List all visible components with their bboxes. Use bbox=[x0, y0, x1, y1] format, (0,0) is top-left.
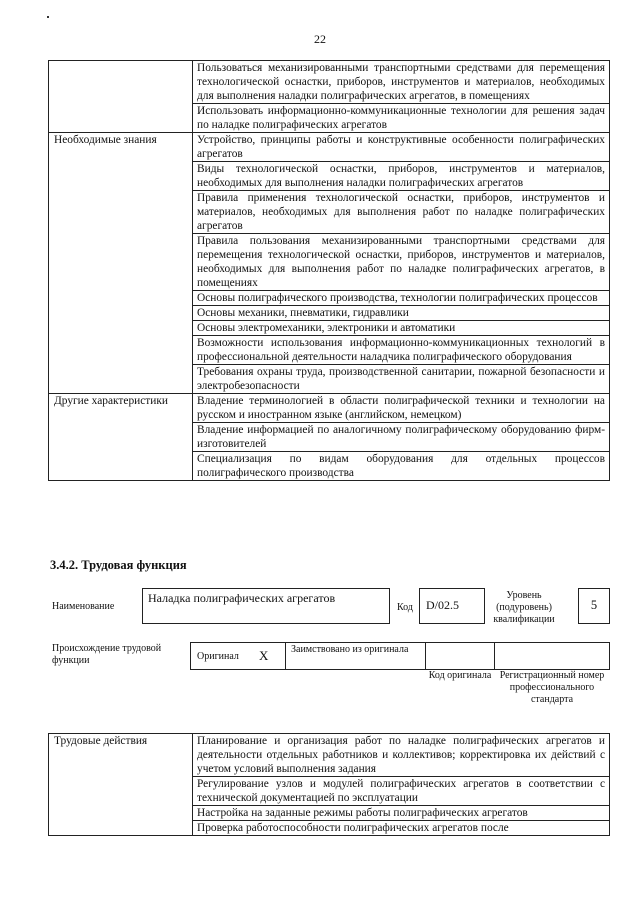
table-cell-text: Пользоваться механизированными транспортными средствами для перемещения технологической оснастки, приборов, инструментов и материалов, необходимых для выполнения наладки полиграфических агрегатов, в помещениях bbox=[193, 61, 610, 104]
row-label bbox=[49, 61, 193, 133]
table-cell-text: Планирование и организация работ по наладке полиграфических агрегатов и деятельности отдельных работников и коллективов; корректировка их действий с учетом условий выполнения задания bbox=[193, 734, 610, 777]
code-box bbox=[419, 588, 485, 624]
labor-actions-table bbox=[48, 733, 610, 836]
original-mark: X bbox=[259, 648, 269, 663]
scan-speck bbox=[47, 16, 49, 18]
table-row bbox=[49, 734, 610, 777]
table-cell-text: Основы полиграфического производства, технологии полиграфических процессов bbox=[193, 291, 610, 306]
table-cell-text: Специализация по видам оборудования для отдельных процессов полиграфического производства bbox=[193, 452, 610, 481]
table-row bbox=[49, 61, 610, 104]
table-cell-text: Основы механики, пневматики, гидравлики bbox=[193, 306, 610, 321]
code-original-caption: Код оригинала bbox=[428, 670, 492, 681]
table-cell-text: Владение терминологией в области полиграфической техники и технологии на русском и иностранном языке (английском, немецком) bbox=[193, 394, 610, 423]
section-heading: 3.4.2. Трудовая функция bbox=[50, 558, 187, 572]
table-cell-text: Проверка работоспособности полиграфических агрегатов после bbox=[193, 821, 610, 836]
origin-label: Происхождение трудовой функции bbox=[52, 643, 162, 666]
level-box bbox=[578, 588, 610, 624]
skills-knowledge-table bbox=[48, 60, 610, 481]
name-label: Наименование bbox=[52, 601, 115, 612]
origin-divider bbox=[425, 643, 426, 669]
table-cell-text: Возможности использования информационно-коммуникационных технологий в профессиональной деятельности наладчика полиграфического оборудования bbox=[193, 336, 610, 365]
name-value: Наладка полиграфических агрегатов bbox=[148, 591, 336, 605]
code-label: Код bbox=[397, 602, 413, 613]
name-box bbox=[142, 588, 390, 624]
table-row bbox=[49, 394, 610, 423]
row-label-actions: Трудовые действия bbox=[49, 734, 193, 836]
row-label-knowledge: Необходимые знания bbox=[49, 133, 193, 394]
origin-divider bbox=[494, 643, 495, 669]
table-cell-text: Устройство, принципы работы и конструктивные особенности полиграфических агрегатов bbox=[193, 133, 610, 162]
table-cell-text: Настройка на заданные режимы работы полиграфических агрегатов bbox=[193, 806, 610, 821]
page-number: 22 bbox=[314, 32, 326, 46]
row-label-other: Другие характеристики bbox=[49, 394, 193, 481]
borrowed-label: Заимствовано из оригинала bbox=[291, 644, 409, 655]
table-cell-text: Правила пользования механизированными транспортными средствами для перемещения технологической оснастки, приборов, инструментов и материалов, необходимых для выполнения работ по наладке полиграфических агрегатов, в помещениях bbox=[193, 234, 610, 291]
table-cell-text: Виды технологической оснастки, приборов, инструментов и материалов, необходимых для выполнения наладки полиграфических агрегатов bbox=[193, 162, 610, 191]
table-cell-text: Использовать информационно-коммуникационные технологии для решения задач по наладке полиграфических агрегатов bbox=[193, 104, 610, 133]
table-cell-text: Основы электромеханики, электроники и автоматики bbox=[193, 321, 610, 336]
table-row bbox=[49, 133, 610, 162]
code-value: D/02.5 bbox=[426, 598, 459, 612]
level-label: Уровень (подуровень) квалификации bbox=[493, 590, 555, 625]
origin-box bbox=[190, 642, 610, 670]
table-cell-text: Требования охраны труда, производственной санитарии, пожарной безопасности и электробезопасности bbox=[193, 365, 610, 394]
level-value: 5 bbox=[590, 598, 598, 612]
table-cell-text: Регулирование узлов и модулей полиграфических агрегатов в соответствии с технической документацией по эксплуатации bbox=[193, 777, 610, 806]
origin-divider bbox=[285, 643, 286, 669]
original-label: Оригинал bbox=[197, 651, 239, 662]
table-cell-text: Правила применения технологической оснастки, приборов, инструментов и материалов, необходимых для выполнения работ по наладке полиграфических агрегатов bbox=[193, 191, 610, 234]
table-cell-text: Владение информацией по аналогичному полиграфическому оборудованию фирм-изготовителей bbox=[193, 423, 610, 452]
reg-number-caption: Регистрационный номер профессионального стандарта bbox=[499, 670, 605, 705]
